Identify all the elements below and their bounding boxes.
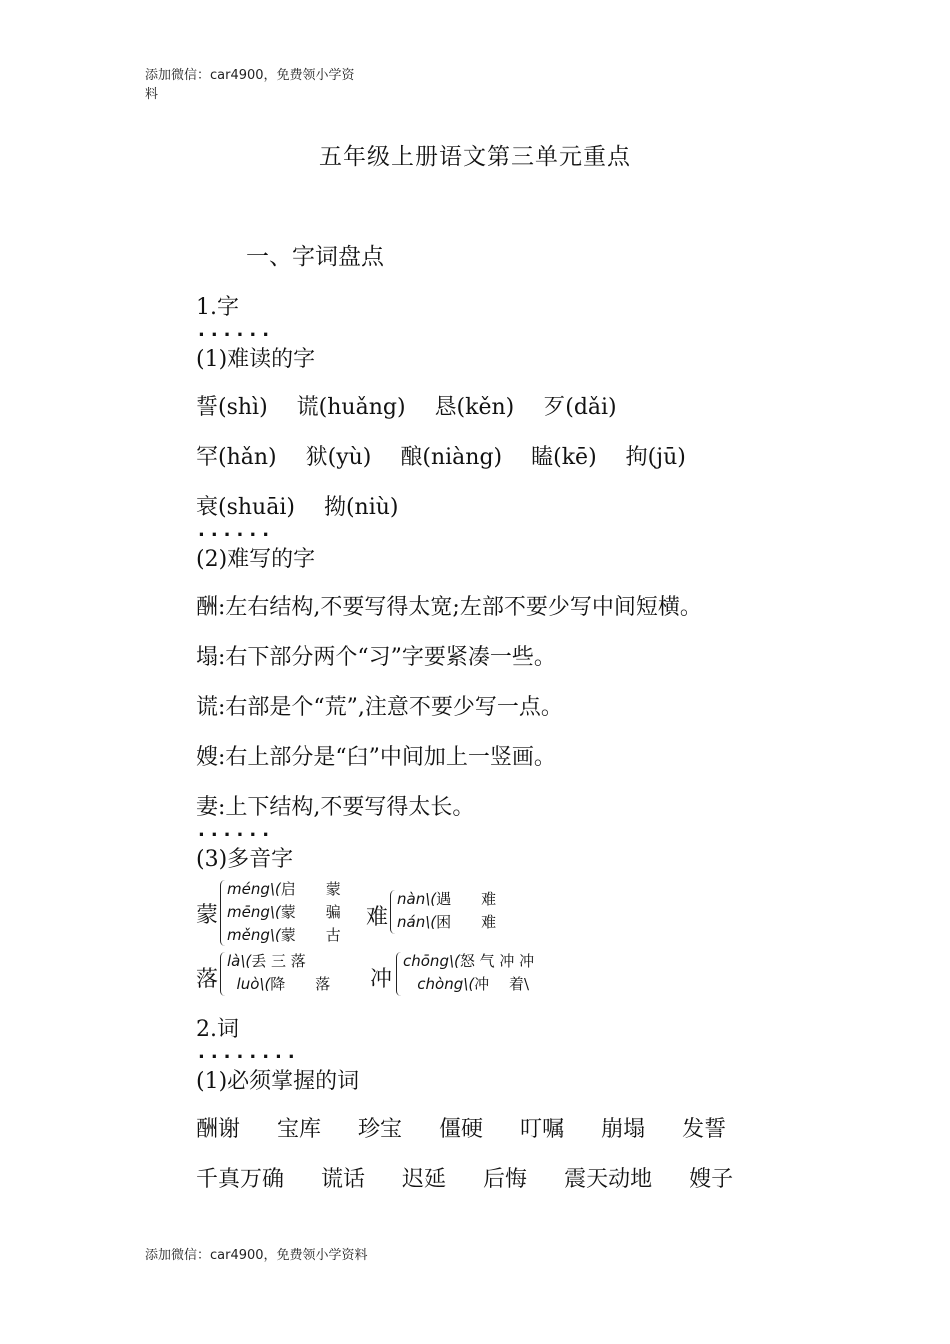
polyphonic-meng [196, 878, 346, 950]
part2-label: 2.词 [196, 1017, 239, 1042]
sub1-label: (1)难读的字 [196, 347, 316, 372]
emphasis-dots: ...... [198, 820, 276, 841]
polyphonic-chong [370, 950, 570, 1000]
hard-read-row-3: 衰(shuāi) 拗(niù) [196, 495, 399, 520]
emphasis-dots: ........ [198, 1042, 301, 1063]
emphasis-dots: ...... [198, 520, 276, 541]
hard-write-item: 嫂:右上部分是“臼”中间加上一竖画。 [196, 745, 556, 770]
polyphonic-readings: méng\(启 蒙 mēng\(蒙 骗 měng\(蒙 古 [227, 880, 341, 944]
polyphonic-char: 蒙 [196, 903, 219, 928]
hard-write-item: 妻:上下结构,不要写得太长。 [196, 795, 475, 820]
header-watermark-note: 添加微信：car4900，免费领小学资 料 [145, 68, 355, 102]
hard-write-item: 塌:右下部分两个“习”字要紧凑一些。 [196, 645, 556, 670]
brace-icon [390, 890, 395, 934]
hard-read-row-2: 罕(hǎn) 狱(yù) 酿(niàng) 瞌(kē) 拘(jū) [196, 445, 686, 470]
sub3-label: (3)多音字 [196, 847, 294, 872]
hard-write-item: 谎:右部是个“荒”,注意不要少写一点。 [196, 695, 563, 720]
footer-watermark-note: 添加微信：car4900，免费领小学资料 [145, 1248, 368, 1263]
polyphonic-readings: là\(丢 三 落 luò\(降 落 [227, 952, 331, 993]
emphasis-dots: ...... [198, 320, 276, 341]
must-words-row-2: 千真万确 谎话 迟延 后悔 震天动地 嫂子 [196, 1167, 734, 1192]
polyphonic-readings: nàn\(遇 难 nán\(困 难 [397, 890, 497, 931]
brace-icon [396, 952, 401, 996]
document-title: 五年级上册语文第三单元重点 [319, 144, 631, 170]
sub4-label: (1)必须掌握的词 [196, 1069, 360, 1094]
polyphonic-char: 难 [366, 905, 389, 930]
hard-write-item: 酬:左右结构,不要写得太宽;左部不要少写中间短横。 [196, 595, 702, 620]
polyphonic-luo [196, 950, 352, 1000]
polyphonic-char: 冲 [370, 967, 393, 992]
polyphonic-nan [366, 888, 506, 938]
section-heading: 一、字词盘点 [246, 244, 384, 270]
part1-label: 1.字 [196, 295, 239, 320]
hard-read-row-1: 誓(shì) 谎(huǎng) 恳(kěn) 歹(dǎi) [196, 395, 617, 420]
brace-icon [220, 952, 225, 996]
must-words-row-1: 酬谢 宝库 珍宝 僵硬 叮嘱 崩塌 发誓 [196, 1117, 727, 1142]
sub2-label: (2)难写的字 [196, 547, 316, 572]
brace-icon [220, 880, 225, 946]
polyphonic-readings: chōng\(怒 气 冲 冲 chòng\(冲 着\ [403, 952, 535, 993]
polyphonic-char: 落 [196, 967, 219, 992]
